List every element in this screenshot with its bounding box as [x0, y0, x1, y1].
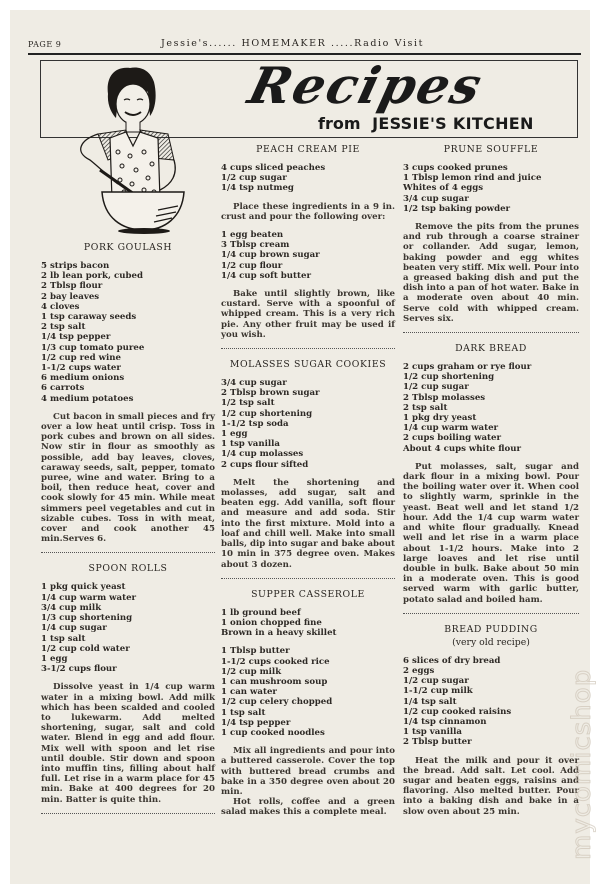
ingredient-item: 2 tsp salt — [403, 402, 448, 413]
watermark: mycomicshop — [567, 668, 597, 860]
ingredient-list — [221, 163, 395, 194]
ingredient-item: Whites of 4 eggs — [403, 183, 484, 194]
ingredient-item: 1 onion chopped fine — [221, 617, 322, 628]
ingredient-item: 2 tsp salt — [41, 322, 86, 333]
ingredient-item: 3 cups cooked prunes — [403, 163, 508, 173]
ingredient-item: 1 pkg dry yeast — [403, 413, 477, 424]
recipe-title: PORK GOULASH — [83, 242, 173, 253]
recipe-supper-casserole — [221, 589, 395, 818]
ingredient-item: 1 egg — [41, 653, 68, 664]
ingredient-item: 6 slices of dry bread — [403, 655, 501, 666]
ingredient-item: 1/4 cup soft butter — [221, 270, 311, 281]
ingredient-item: 1/3 cup tomato puree — [41, 342, 145, 353]
recipe-directions: Put molasses, salt, sugar and dark flour in a mixing bowl. Pour the boiling water over it. When cool to slightly warm, sprinkle in the yeast. Beat well and let stand 1/2 hour. Add the 1/4 cup warm water and white flour gradually. Knead well and let rise in a warm place about 1-1/2 hours. Make into 2 large loaves and let rise until double in bulk. Bake about 50 min in a moderate oven. This is good served warm with garlic butter, potato salad and boiled ham. — [403, 461, 579, 605]
ingredient-item: 2 eggs — [403, 665, 435, 676]
recipe-molasses-sugar-cookies — [221, 359, 395, 570]
ingredient-item: 1-1/2 tsp soda — [221, 418, 289, 429]
running-header — [28, 38, 580, 52]
ingredient-list — [403, 163, 579, 214]
recipe-directions: Bake until slightly brown, like custard. Serve with a spoonful of whipped cream. This is a very rich pie. Any other fruit may be used if you wish. — [221, 289, 395, 340]
ingredient-list — [221, 646, 395, 738]
recipe-title: SUPPER CASSEROLE — [251, 588, 365, 600]
banner-from: from — [318, 114, 361, 133]
recipe-title: DARK BREAD — [455, 343, 527, 355]
ingredient-item: 1-1/2 cups water — [41, 363, 121, 374]
ingredient-item: 2 cups graham or rye flour — [403, 362, 532, 373]
dotted-divider — [41, 552, 215, 553]
ingredient-item: 6 carrots — [41, 383, 85, 394]
ingredient-list — [221, 378, 395, 470]
running-title: Jessie's...... HOMEMAKER .....Radio Visit — [161, 38, 425, 49]
ingredient-item: 1/4 cup brown sugar — [221, 250, 320, 261]
recipe-directions: Melt the shortening and molasses, add sugar, salt and beaten egg. Add vanilla, soft flour and measure and add soda. Stir into the first mixture. Mold into a loaf and chill well. Make into small balls, dip into sugar and bake about 10 min in 375 degree oven. Makes about 3 dozen. — [221, 477, 395, 570]
ingredient-item: 1/2 tsp baking powder — [403, 203, 511, 214]
ingredient-item: 1/2 cup sugar — [403, 676, 469, 687]
ingredient-item: 1/2 cup celery chopped — [221, 697, 333, 708]
ingredient-item: 6 medium onions — [41, 373, 125, 384]
ingredient-item: 1/2 cup red wine — [41, 352, 121, 363]
banner-subtitle — [318, 114, 534, 134]
ingredient-list — [41, 582, 215, 674]
ingredient-item: 1 egg — [221, 429, 248, 440]
recipe-dark-bread — [403, 343, 579, 605]
ingredient-item: 1 lb ground beef — [221, 607, 301, 618]
recipe-directions: Heat the milk and pour it over the bread. Add salt. Let cool. Add sugar and beaten eggs, raisins and flavoring. Also melted butter. Pour into a baking dish and bake in a slow oven about 25 min. — [403, 755, 579, 817]
ingredient-item: 1 Tblsp lemon rind and juice — [403, 173, 542, 184]
ingredient-item: Brown in a heavy skillet — [221, 628, 337, 639]
ingredient-item: 2 lb lean pork, cubed — [41, 271, 143, 282]
recipe-directions: Remove the pits from the prunes and rub through a coarse strainer or collander. Add sugar, lemon, baking powder and egg whites beaten very stiff. Mix well. Pour into a greased baking dish and put the dish into a pan of hot water. Bake in a moderate oven about 40 min. Serve cold with whipped cream. Serves six. — [403, 222, 579, 324]
ingredient-item: 1/4 tsp salt — [403, 696, 457, 707]
ingredient-item: 4 cups sliced peaches — [221, 163, 326, 173]
woman-mixing-bowl-illustration — [60, 60, 210, 235]
ingredient-item: 1/4 tsp pepper — [41, 332, 111, 343]
ingredient-item: 1/4 cup molasses — [221, 449, 304, 460]
ingredient-item: 1 tsp vanilla — [221, 439, 280, 450]
ingredient-item: 1 tsp salt — [41, 633, 86, 644]
column-middle — [221, 144, 395, 818]
ingredient-item: 5 strips bacon — [41, 261, 110, 271]
ingredient-item: 1 can mushroom soup — [221, 676, 328, 687]
ingredient-item: 1/2 cup flour — [221, 260, 283, 271]
ingredient-item: 3/4 cup milk — [41, 602, 102, 613]
ingredient-item: 1-1/2 cups cooked rice — [221, 656, 330, 667]
ingredient-item: 4 cloves — [41, 301, 80, 312]
ingredient-item: 2 Tblsp butter — [403, 737, 472, 748]
column-left — [41, 242, 215, 824]
recipe-note: Hot rolls, coffee and a green salad makes this a complete meal. — [221, 797, 395, 818]
ingredient-item: 1/2 cup sugar — [403, 382, 469, 393]
ingredient-item: 2 cups boiling water — [403, 433, 502, 444]
ingredient-item: 1 egg beaten — [221, 230, 284, 241]
recipe-directions: Cut bacon in small pieces and fry over a low heat until crisp. Toss in pork cubes and brown on all sides. Now stir in flour as smoothly as possible, add bay leaves, cloves, caraway seeds, salt, pepper, tomato puree, wine and water. Bring to a boil, then reduce heat, cover and cook slowly for 45 min. While meat simmers peel vegetables and cut in sizable cubes. Toss in with meat, cover and cook another 45 min.Serves 6. — [41, 411, 215, 545]
ingredient-item: About 4 cups white flour — [403, 443, 522, 454]
ingredient-item: 1/2 cup shortening — [403, 372, 495, 383]
ingredient-item: 1 Tblsp butter — [221, 646, 290, 657]
recipe-instruction: Place these ingredients in a 9 in. crust and pour the following over: — [221, 201, 395, 222]
recipe-bread-pudding — [403, 624, 579, 817]
ingredient-item: 1/2 cup cooked raisins — [403, 706, 512, 717]
ingredient-item: 3 Tblsp cream — [221, 240, 290, 251]
recipe-pork-goulash — [41, 242, 215, 544]
banner-kitchen: JESSIE'S KITCHEN — [372, 114, 534, 133]
recipe-peach-cream-pie — [221, 144, 395, 340]
ingredient-item: 1/2 cup milk — [221, 666, 282, 677]
ingredient-list — [403, 656, 579, 748]
dotted-divider — [41, 813, 215, 814]
page-number: PAGE 9 — [28, 40, 62, 49]
ingredient-list — [221, 608, 395, 639]
ingredient-item: 1/2 cup sugar — [221, 173, 287, 184]
recipe-title: PEACH CREAM PIE — [256, 144, 360, 155]
ingredient-item: 2 Tblsp flour — [41, 281, 103, 292]
ingredient-item: 3-1/2 cups flour — [41, 664, 117, 675]
ingredient-item: 2 Tblsp molasses — [403, 392, 486, 403]
ingredient-item: 1 tsp caraway seeds — [41, 312, 137, 323]
ingredient-item: 1/3 cup shortening — [41, 613, 133, 624]
recipe-spoon-rolls — [41, 563, 215, 804]
recipe-subtitle: (very old recipe) — [452, 636, 530, 648]
ingredient-item: 2 bay leaves — [41, 291, 100, 302]
ingredient-list — [221, 230, 395, 281]
ingredient-item: 1/4 cup warm water — [41, 592, 137, 603]
ingredient-item: 2 cups flour sifted — [221, 459, 309, 470]
recipe-title: BREAD PUDDING — [444, 623, 538, 635]
recipe-title: SPOON ROLLS — [88, 563, 168, 575]
ingredient-item: 4 medium potatoes — [41, 393, 134, 404]
ingredient-item: 1 cup cooked noodles — [221, 727, 325, 738]
ingredient-item: 1/4 tsp pepper — [221, 717, 291, 728]
dotted-divider — [403, 332, 579, 333]
ingredient-item: 1/4 cup sugar — [41, 623, 107, 634]
ingredient-item: 1 pkg quick yeast — [41, 582, 126, 593]
ingredient-item: 1-1/2 cup milk — [403, 686, 473, 697]
dotted-divider — [403, 613, 579, 614]
recipe-title: PRUNE SOUFFLE — [443, 144, 539, 155]
recipe-directions: Mix all ingredients and pour into a buttered casserole. Cover the top with buttered bread crumbs and bake in a 350 degree oven about 20 min. — [221, 746, 395, 797]
ingredient-item: 1/2 tsp salt — [221, 398, 275, 409]
header-rule — [28, 53, 581, 55]
recipe-directions: Dissolve yeast in 1/4 cup warm water in a mixing bowl. Add milk which has been scalded and cooled to lukewarm. Add melted shortening, sugar, salt and cold water. Blend in egg and add flour. Mix well with spoon and let rise until double. Stir down and spoon into muffin tins, filling about half full. Let rise in a warm place for 45 min. Bake at 400 degrees for 20 min. Batter is quite thin. — [41, 682, 215, 805]
ingredient-item: 1 tsp vanilla — [403, 727, 462, 738]
ingredient-item: 2 Tblsp brown sugar — [221, 388, 320, 399]
ingredient-list — [41, 261, 215, 404]
ingredient-item: 1/4 tsp nutmeg — [221, 183, 294, 194]
ingredient-item: 3/4 cup sugar — [403, 193, 469, 204]
recipe-title: MOLASSES SUGAR COOKIES — [229, 359, 387, 371]
ingredient-item: 3/4 cup sugar — [221, 378, 287, 389]
ingredient-item: 1/2 cup shortening — [221, 408, 313, 419]
banner-title-script: Recipes — [242, 56, 490, 115]
ingredient-item: 1/4 cup warm water — [403, 423, 499, 434]
ingredient-list — [403, 362, 579, 454]
ingredient-item: 1/2 cup cold water — [41, 643, 130, 654]
column-right — [403, 144, 579, 817]
recipe-prune-souffle — [403, 144, 579, 324]
ingredient-item: 1 can water — [221, 687, 277, 698]
ingredient-item: 1 tsp salt — [221, 707, 266, 718]
dotted-divider — [221, 578, 395, 579]
ingredient-item: 1/4 tsp cinnamon — [403, 716, 487, 727]
dotted-divider — [221, 348, 395, 349]
